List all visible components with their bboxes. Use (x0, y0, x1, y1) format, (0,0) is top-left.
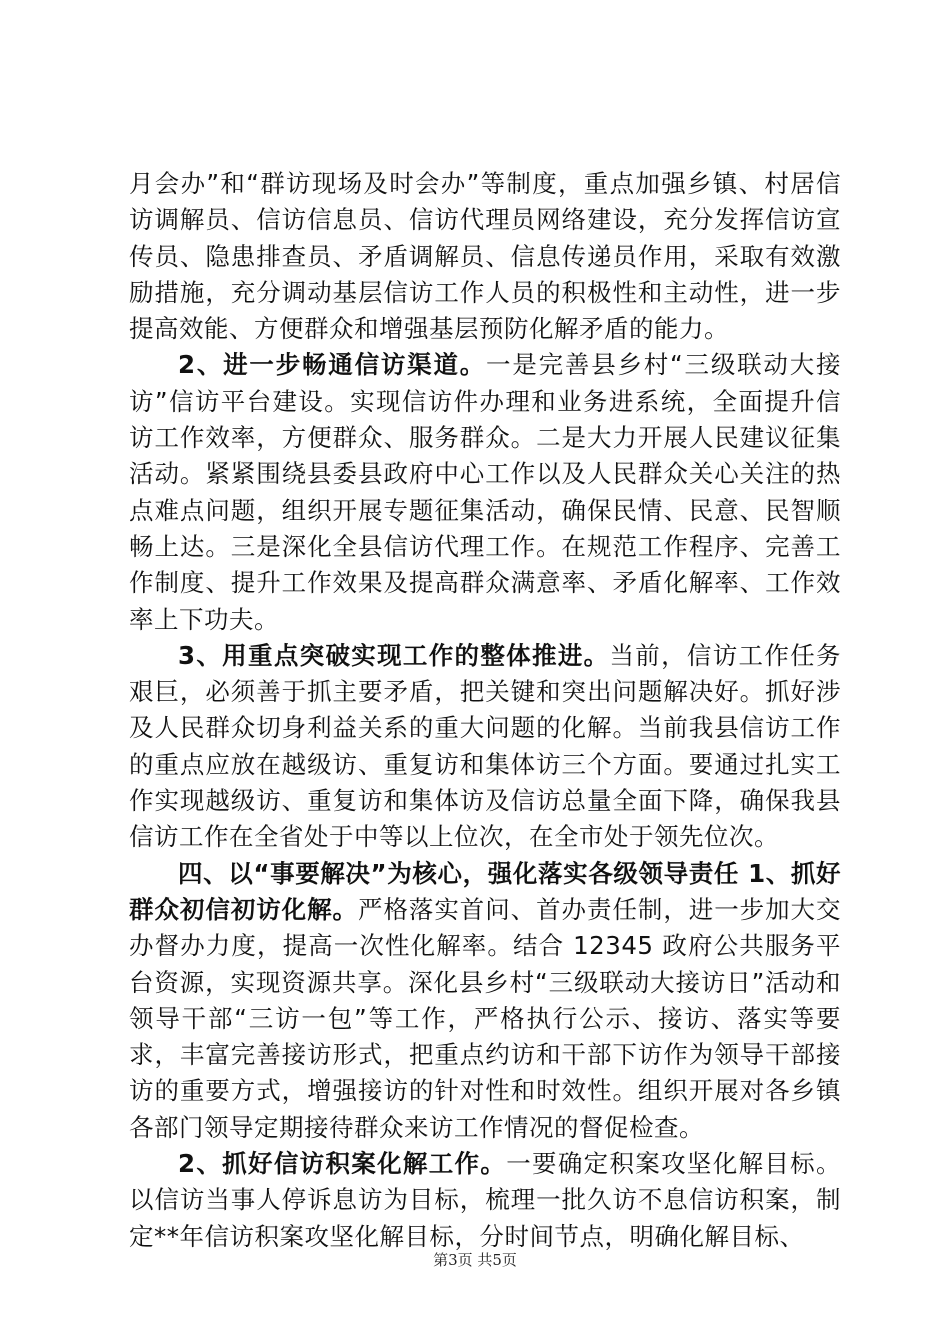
paragraph-backlog-cases (129, 1146, 841, 1255)
paragraph-text: 严格落实首问、首办责任制，进一步加大交办督办力度，提高一次性化解率。结合 12345 政府公共服务平台资源，实现资源共享。深化县乡村“三级联动大接访日”活动和领导干部“三访一包”等工作，严格执行公示、接访、落实等要求，丰富完善接访形式，把重点约访和干部下访作为领导干部接访的重要方式，增强接访的针对性和时效性。组织开展对各乡镇各部门领导定期接待群众来访工作情况的督促检查。 (129, 894, 841, 1142)
paragraph-heading: 3、用重点突破实现工作的整体推进。 (178, 640, 610, 670)
paragraph-section-four (129, 856, 841, 1146)
paragraph-channels (129, 347, 841, 637)
paragraph-key-breakthrough (129, 638, 841, 856)
paragraph-text: 月会办”和“群访现场及时会办”等制度，重点加强乡镇、村居信访调解员、信访信息员、信访代理员网络建设，充分发挥信访宣传员、隐患排查员、矛盾调解员、信息传递员作用，采取有效激励措施，充分调动基层信访工作人员的积极性和主动性，进一步提高效能、方便群众和增强基层预防化解矛盾的能力。 (129, 169, 841, 344)
paragraph-text: 一要确定积案攻坚化解目标。以信访当事人停诉息访为目标，梳理一批久访不息信访积案，制定**年信访积案攻坚化解目标，分时间节点，明确化解目标、 (129, 1149, 842, 1251)
paragraph-heading: 2、抓好信访积案化解工作。 (178, 1149, 507, 1179)
paragraph-text: 一是完善县乡村“三级联动大接访”信访平台建设。实现信访件办理和业务进系统，全面提升信访工作效率，方便群众、服务群众。二是大力开展人民建议征集活动。紧紧围绕县委县政府中心工作以及人民群众关心关注的热点难点问题，组织开展专题征集活动，确保民情、民意、民智顺畅上达。三是深化全县信访代理工作。在规范工作程序、完善工作制度、提升工作效果及提高群众满意率、矛盾化解率、工作效率上下功夫。 (129, 350, 841, 634)
paragraph-heading: 四、以“事要解决”为核心，强化落实各级领导责任 1、抓好群众初信初访化解。 (129, 858, 841, 924)
page-number-footer: 第3页 共5页 (433, 1251, 517, 1269)
paragraph-continuation (129, 166, 841, 347)
paragraph-text: 当前，信访工作任务艰巨，必须善于抓主要矛盾，把关键和突出问题解决好。抓好涉及人民群众切身利益关系的重大问题的化解。当前我县信访工作的重点应放在越级访、重复访和集体访三个方面。要通过扎实工作实现越级访、重复访和集体访及信访总量全面下降，确保我县信访工作在全省处于中等以上位次，在全市处于领先位次。 (129, 640, 842, 852)
paragraph-heading: 2、进一步畅通信访渠道。 (178, 350, 487, 380)
document-body (129, 166, 841, 1255)
